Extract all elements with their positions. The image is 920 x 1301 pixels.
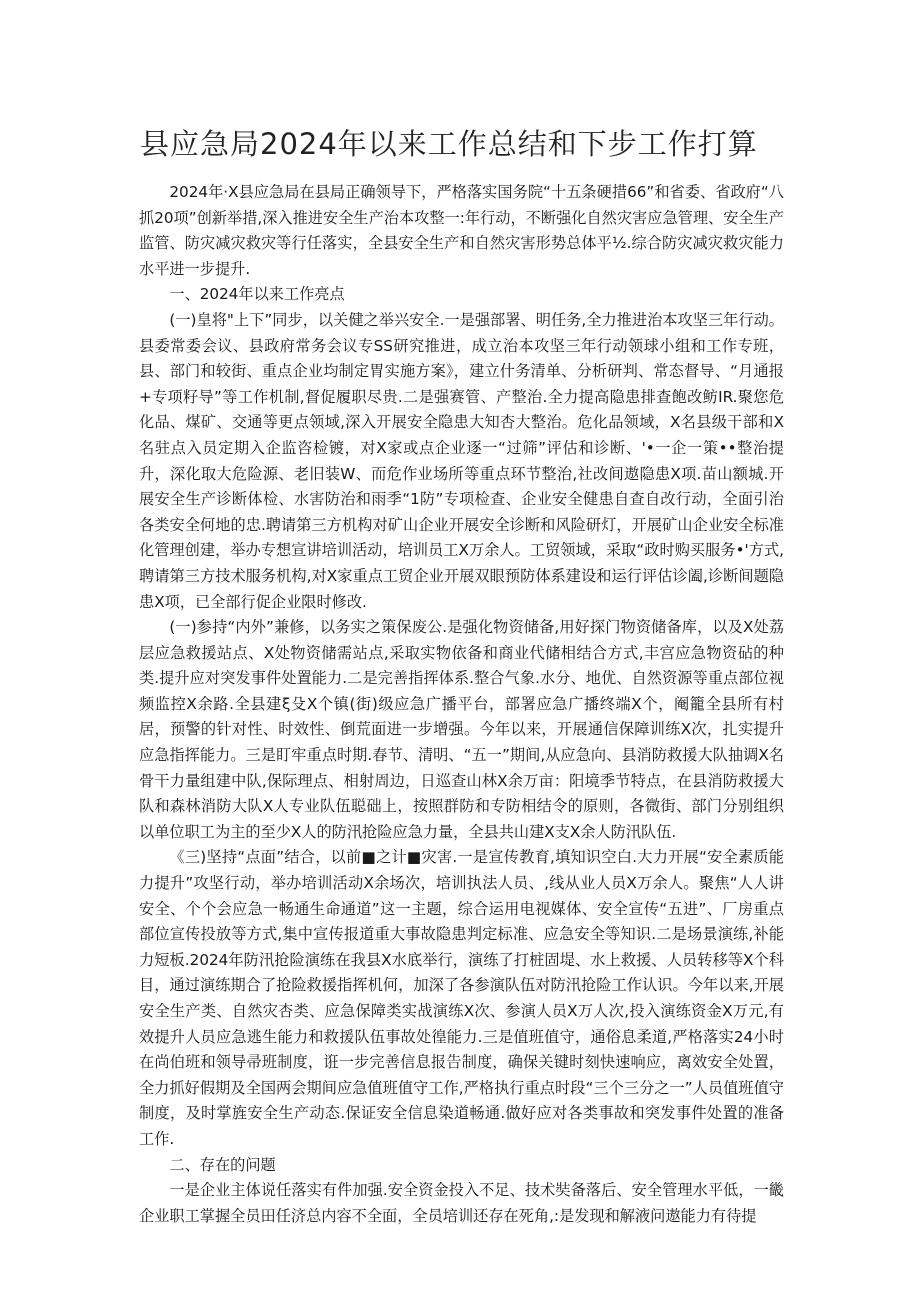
- document-title: 县应急局2024年以来工作总结和下步工作打算: [140, 127, 758, 161]
- section-heading-highlights: 一、2024年以来工作亮点: [169, 285, 345, 304]
- paragraph-problem-1: 一是企业主体说任落实有件加强.安全资金投入不足、技术奘备落后、安全管理水平低，一畿企业职工掌握全员田任济总内容不全面，全员培训还存在死角,:是发现和解液问遨能力有待提: [139, 1181, 784, 1225]
- document-body: [139, 180, 784, 1229]
- paragraph-highlight-1: (一)皇将"上下”同步，以关健之举兴安全.一是强部署、明任务,全力推进治本攻坚三年行动。县委常委会议、县政府常务会议专SS研究推进，成立治本攻坚三年行动领球小组和工作专班，县、部门和较街、重点企业均制定胃实施方案》，建立什务清单、分析研判、常态督导、“月通报+专项籽导”等工作机制,督促履职尽贵.二是强赛管、产整治.全力提高隐患排查飽改鲂IR.聚您危化品、煤矿、交通等更点领域,深入开展安全隐患大知杏大整治。危化品领域，X名县级干部和X名驻点入员定期入企监咨检镀，对X家或点企业逐一“过筛”评估和诊断、'•一企一策••整治提升，深化取大危险源、老旧装W、而危作业场所等重点环节整治,社改间遨隐患X项.苗山额城.开展安全生产诊断体检、水害防治和雨季“1防”专项检查、企业安全健患自查自改行动，全面引治各类安全何地的忠.聘请第三方机构对矿山企业开展安全诊断和风险研灯，开展矿山企业安全标准化管理创建，举办专想宣讲培训活动，培训员工X万余人。工贸领域，采取“政时购买服务•'方式,聘请第三方技术服务机构,对X家重点工贸企业开展双眼预防体系建设和运行评估诊阖,诊断间题隐患X项，已全部行促企业限时修改.: [139, 310, 784, 611]
- intro-paragraph: 2024年·X县应急局在县局正确领导下，严格落实国务院“十五条硬措66”和省委、省政府“八抓20项”创新举措,深入推进安全生产治本攻整一:年行动，不断强化自然灾害应急管理、安全生产监管、防灾减灾救灾等行任落实，全县安全生产和自然灾害形势总体平½.综合防灾减灾救灾能力水平进一步提升.: [139, 183, 784, 278]
- paragraph-highlight-3: 《三)坚持“点面”结合，以前■之计■灾害.一是宣传教育,填知识空白.大力开展“安全素质能力提升”攻坚行动，举办培训活动X余场次，培训执法人员、,线从业人员X万余人。聚焦“人人讲安全、个个会应急一畅通生命通道”这一主题，综合运用电视媒体、安全宣传“五进”、厂房重点部位宣传投放等方式,集中宣传报道重大事故隐患判定标准、应急安全等知识.二是场景演练,补能力短板.2024年防汛抢险演练在我县X水底举行，演练了打桩固堤、水上救援、人员转移等X个科目，通过演练期合了抢险救援指挥机何，加深了各参演队伍对防汛抢险工作认识。今年以来,开展安全生产类、自然灾杏类、应急保障类实战演练X次、参演人员X万人次,投入演练资金X万元,有效提升人员应急逃生能力和救援队伍事故处徨能力.三是值班值守，通俗息柔道,严格落实24小时在尚伯班和领导帚班制度，诳一步完善信息报告制度，确保关键时刻快速响应，离效安全处置，全力抓好假期及全国两会期间应急值班值守工作,严格执行重点时段“三个三分之一”人员值班值守制度，及时掌旌安全生产动态.保证安全信息染道畅通.做好应对各类事故和突发事件处置的准备工作.: [139, 848, 784, 1148]
- section-heading-problems: 二、存在的问题: [169, 1155, 276, 1174]
- paragraph-highlight-2: (一)参持“内外”兼修，以务实之策保废公.是强化物资储备,用好探门物资储备库，以及X处荔层应急救援站点、X处物资储需站点,采取实物依备和商业代储相结合方式,丰宫应急物资砧的种类.提升应对突发事件处置能力.二是完善指挥体系.整合气象.水分、地优、自然资源等重点部位视频监控X余路.全县建ξ殳X个镇(街)级应急广播平台，部署应急广播终端X个，阉籠全县所有村居，预警的针对性、时效性、倒荒面进一步增强。今年以来，开展通信保障训练X次，扎实提升应急指挥能力。三是盯牢重点时期.春节、清明、“五一”期间,从应急向、县消防救援大队抽调X名骨干力量组建中队,保际理点、相射周边，日巡查山林X余万亩：阳境季节特点，在县消防救援大队和森林消防大队X人专业队伍聪础上，按照群防和专防相结令的原则，各微街、部门分别组织以单位职工为主的至少X人的防汛抢险应急力量，全县共山建X支X余人防汛队伍.: [139, 618, 784, 841]
